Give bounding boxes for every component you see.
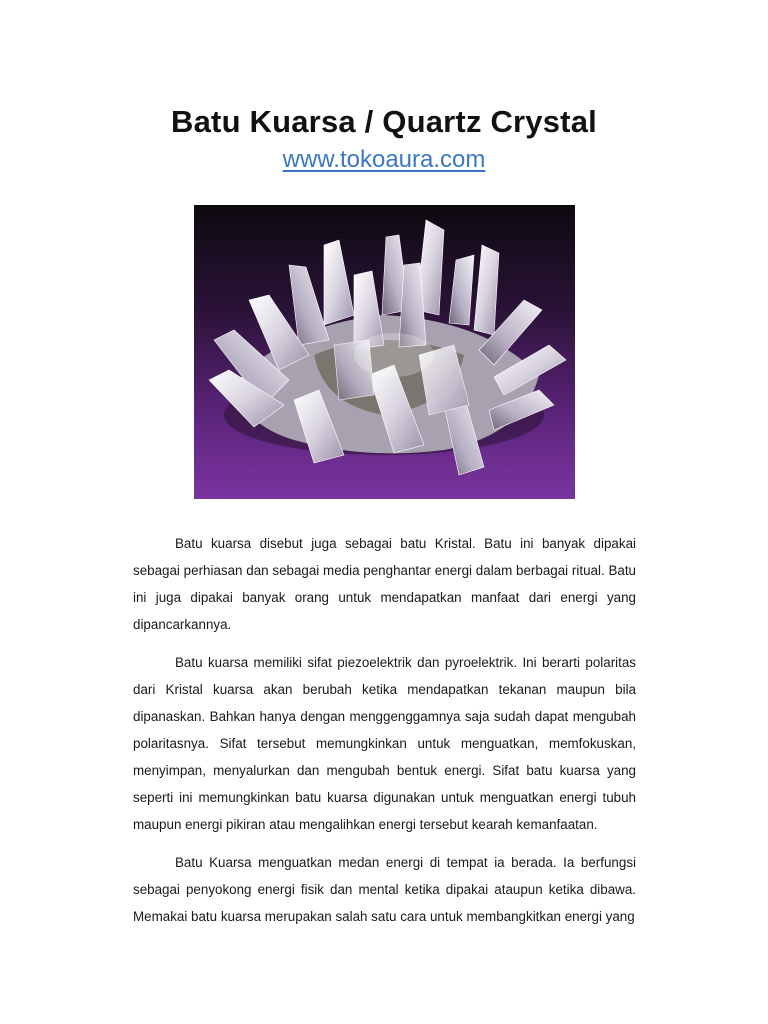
- website-link[interactable]: www.tokoaura.com: [282, 146, 486, 173]
- article-body: [133, 530, 636, 941]
- paragraph-3: Batu Kuarsa menguatkan medan energi di tempat ia berada. Ia berfungsi sebagai penyokong energi fisik dan mental ketika dipakai ataupun ketika dibawa. Memakai batu kuarsa merupakan salah satu cara untuk membangkitkan energi yang: [133, 855, 636, 924]
- page-title: Batu Kuarsa / Quartz Crystal: [171, 104, 597, 139]
- quartz-crystal-photo: [194, 205, 575, 499]
- paragraph-2: Batu kuarsa memiliki sifat piezoelektrik dan pyroelektrik. Ini berarti polaritas dari Kristal kuarsa akan berubah ketika mendapatkan tekanan maupun bila dipanaskan. Bahkan hanya dengan menggenggamnya saja sudah dapat mengubah polaritasnya. Sifat tersebut memungkinkan untuk menguatkan, memfokuskan, menyimpan, menyalurkan dan mengubah bentuk energi. Sifat batu kuarsa yang seperti ini memungkinkan batu kuarsa digunakan untuk menguatkan energi tubuh maupun energi pikiran atau mengalihkan energi tersebut kearah kemanfaatan.: [133, 655, 636, 832]
- paragraph-1: Batu kuarsa disebut juga sebagai batu Kristal. Batu ini banyak dipakai sebagai perhiasan dan sebagai media penghantar energi dalam berbagai ritual. Batu ini juga dipakai banyak orang untuk mendapatkan manfaat dari energi yang dipancarkannya.: [133, 536, 636, 632]
